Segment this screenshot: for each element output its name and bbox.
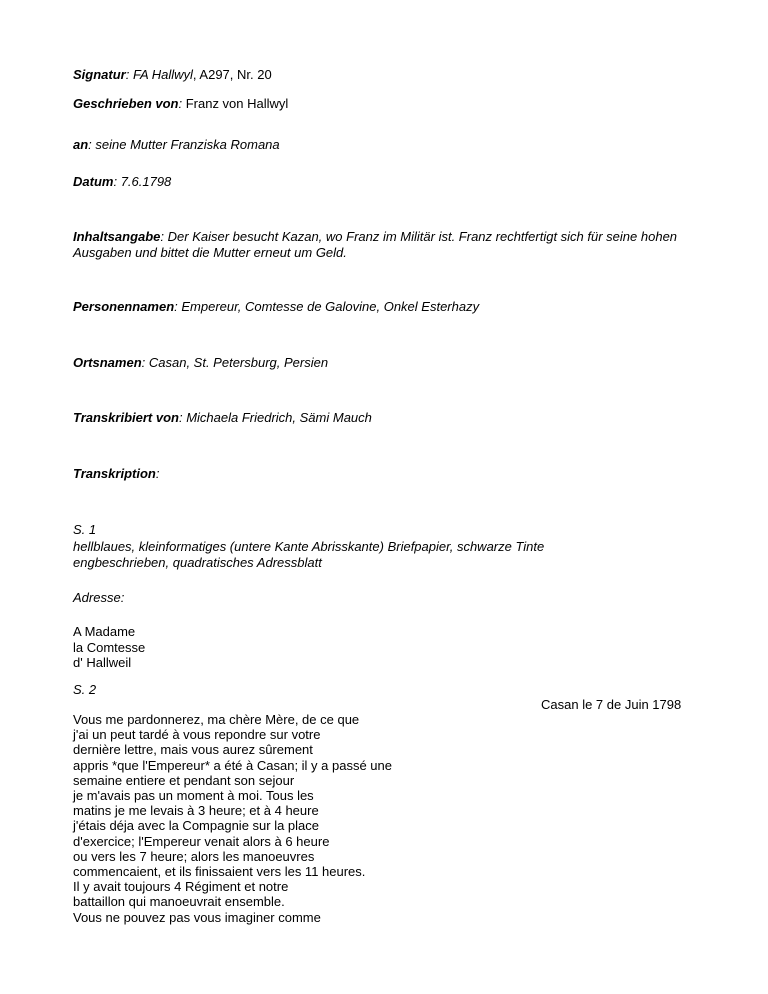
letter-line: battaillon qui manoeuvrait ensemble. [73,894,285,910]
geschrieben-line: Geschrieben von: Franz von Hallwyl [73,96,289,111]
letter-body [73,712,392,925]
letter-line: j'étais déja avec la Compagnie sur la place [73,818,320,834]
address-line: la Comtesse [73,640,146,655]
address-line: A Madame [73,624,136,639]
signatur-value-rest: , A297, Nr. 20 [192,67,272,82]
datum-line: Datum: 7.6.1798 [73,174,172,189]
transkription-line: Transkription: [73,466,160,481]
personen-value: Empereur, Comtesse de Galovine, Onkel Esterhazy [181,299,480,314]
datum-value: 7.6.1798 [120,174,172,189]
orts-line: Ortsnamen: Casan, St. Petersburg, Persien [73,355,329,370]
letter-line: Vous me pardonnerez, ma chère Mère, de ce que [73,712,360,727]
orts-value: Casan, St. Petersburg, Persien [148,355,329,370]
transkribiert-line: Transkribiert von: Michaela Friedrich, Sämi Mauch [73,410,372,425]
adresse-label: Adresse: [73,590,125,605]
letter-line: matins je me levais à 3 heure; et à 4 heure [73,803,319,819]
s1-desc-line-1: hellblaues, kleinformatiges (untere Kante Abrisskante) Briefpapier, schwarze Tinte [73,539,545,554]
letter-line: semaine entiere et pendant son sejour [73,772,295,788]
inhalt-label: Inhaltsangabe [73,229,161,244]
geschrieben-label: Geschrieben von [73,96,179,111]
personen-line: Personennamen: Empereur, Comtesse de Galovine, Onkel Esterhazy [73,299,480,314]
geschrieben-value: Franz von Hallwyl [185,96,289,111]
s1-heading: S. 1 [73,522,97,537]
inhalt-line: Inhaltsangabe: Der Kaiser besucht Kazan, wo Franz im Militär ist. Franz rechtfertigt sich für seine hohen Ausgaben und bittet die Mutter erneut um Geld. [73,229,678,260]
transkription-label: Transkription [73,466,156,481]
signatur-value-italic: FA Hallwyl [132,67,193,82]
an-value: seine Mutter Franziska Romana [95,137,280,152]
letter-line: je m'avais pas un moment à moi. Tous les [73,788,314,804]
letter-line: commencaient, et ils finissaient vers les 11 heures. [73,864,366,880]
transkribiert-label: Transkribiert von [73,410,179,425]
datum-label: Datum [73,174,114,189]
signatur-label: Signatur [73,67,126,82]
transkribiert-value: Michaela Friedrich, Sämi Mauch [186,410,372,425]
address-line: d' Hallweil [73,655,132,670]
letter-line: appris *que l'Empereur* a été à Casan; il y a passé une [73,757,393,773]
s1-desc-line-2: engbeschrieben, quadratisches Adressblatt [73,555,322,570]
letter-line: Il y avait toujours 4 Régiment et notre [73,879,289,895]
letter-place-date: Casan le 7 de Juin 1798 [541,697,682,712]
letter-line: Vous ne pouvez pas vous imaginer comme [73,909,321,925]
s2-heading: S. 2 [73,682,97,697]
an-line: an: seine Mutter Franziska Romana [73,137,280,152]
inhalt-value: Der Kaiser besucht Kazan, wo Franz im Militär ist. Franz rechtfertigt sich für seine hohen Ausgaben und bittet die Mutter erneut um Geld. [73,229,678,260]
an-label: an [73,137,89,152]
letter-line: d'exercice; l'Empereur venait alors à 6 heure [73,833,330,849]
letter-line: dernière lettre, mais vous aurez sûrement [73,742,313,758]
letter-line: ou vers les 7 heure; alors les manoeuvres [73,848,315,864]
personen-label: Personennamen [73,299,175,314]
signatur-line: Signatur: FA Hallwyl, A297, Nr. 20 [73,67,272,82]
orts-label: Ortsnamen [73,355,142,370]
letter-line: j'ai un peut tardé à vous repondre sur votre [73,727,321,743]
